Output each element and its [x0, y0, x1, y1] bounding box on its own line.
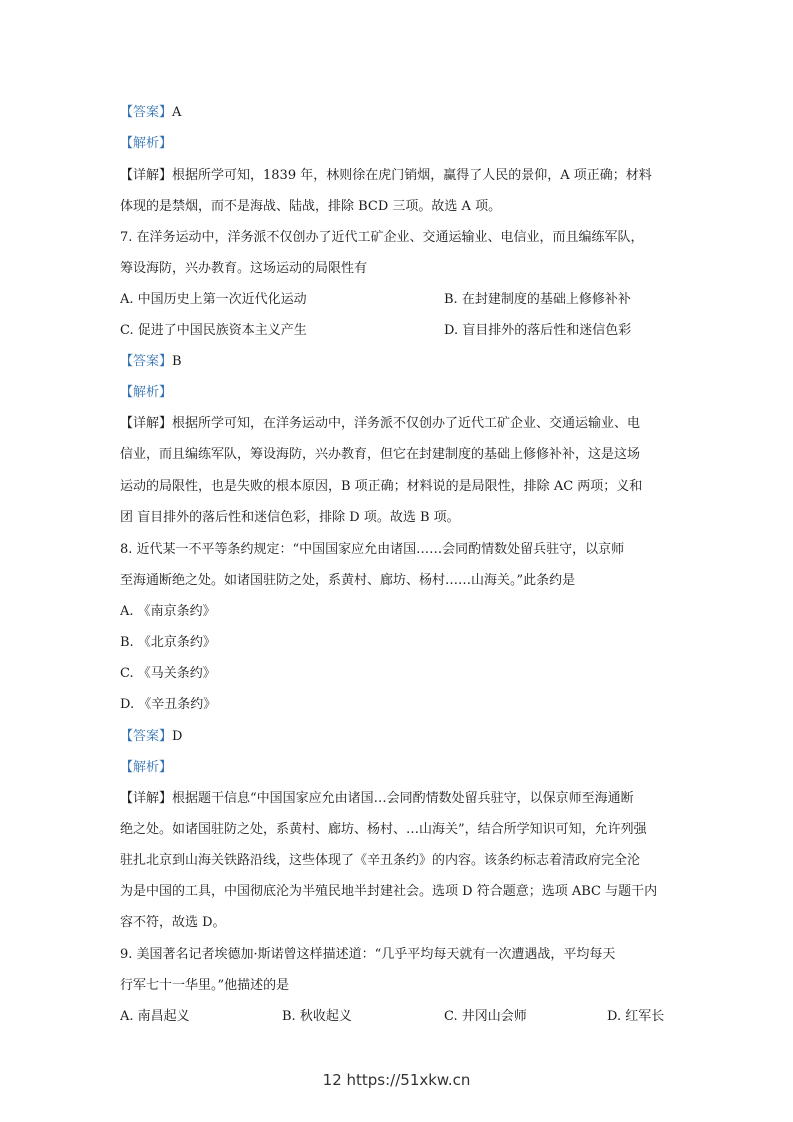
q7-option-c: C. 促进了中国民族资本主义产生	[120, 323, 307, 338]
q7-answer	[120, 352, 680, 372]
q7-option-b: B. 在封建制度的基础上修修补补	[444, 292, 631, 307]
q9-stem-line: 行军七十一华里。”他描述的是	[120, 978, 290, 993]
q9-option-b: B. 秋收起义	[282, 1009, 352, 1024]
q8-detail-line: 绝之处。如诸国驻防之处，系黄村、廊坊、杨村、…山海关”，结合所学知识可知，允许列强	[120, 822, 647, 837]
q7-option-a: A. 中国历史上第一次近代化运动	[120, 292, 307, 307]
q8-detail-line: 驻扎北京到山海关铁路沿线，这些体现了《辛丑条约》的内容。该条约标志着清政府完全沦	[120, 853, 641, 868]
q7-stem-line: 7. 在洋务运动中，洋务派不仅创办了近代工矿企业、交通运输业、电信业，而且编练军队，	[120, 230, 644, 245]
q8-option-d: D. 《辛丑条约》	[120, 697, 217, 712]
q8-option-b: B. 《北京条约》	[120, 635, 216, 650]
q8-detail-line: 【详解】根据题干信息“中国国家应允由诸国…会同酌情数处留兵驻守，以保京师至海通断	[120, 791, 634, 806]
q6-detail-line: 体现的是禁烟，而不是海战、陆战，排除 BCD 三项。故选 A 项。	[120, 199, 502, 214]
answer-tag: 【答案】	[120, 105, 173, 120]
q8-answer	[120, 727, 680, 747]
q6-answer	[120, 103, 680, 123]
q8-analysis-tag: 【解析】	[120, 760, 173, 775]
q7-detail-line: 信业，而且编练军队，筹设海防，兴办教育，但它在封建制度的基础上修修补补，这是这场	[120, 447, 641, 462]
q9-option-a: A. 南昌起义	[120, 1009, 190, 1024]
answer-value: D	[172, 729, 183, 744]
q9-stem-line: 9. 美国著名记者埃德加·斯诺曾这样描述道：“几乎平均每天就有一次遭遇战，平均每天	[120, 947, 616, 962]
q8-stem-line: 至海通断绝之处。如诸国驻防之处，系黄村、廊坊、杨村……山海关。”此条约是	[120, 573, 576, 588]
q9-option-c: C. 井冈山会师	[444, 1009, 527, 1024]
q6-detail-line: 【详解】根据所学可知，1839 年，林则徐在虎门销烟，赢得了人民的景仰，A 项正确；材料	[120, 168, 652, 183]
answer-tag: 【答案】	[120, 354, 173, 369]
q8-stem-line: 8. 近代某一不平等条约规定：“中国国家应允由诸国……会同酌情数处留兵驻守，以京师	[120, 542, 625, 557]
q7-detail-line: 团 盲目排外的落后性和迷信色彩，排除 D 项。故选 B 项。	[120, 510, 460, 525]
q8-option-a: A. 《南京条约》	[120, 604, 216, 619]
answer-value: B	[172, 354, 182, 369]
q7-option-d: D. 盲目排外的落后性和迷信色彩	[444, 323, 632, 338]
q8-detail-line: 为是中国的工具，中国彻底沦为半殖民地半封建社会。选项 D 符合题意；选项 ABC 与题干内	[120, 884, 658, 899]
answer-tag: 【答案】	[120, 729, 173, 744]
q8-option-c: C. 《马关条约》	[120, 666, 216, 681]
answer-value: A	[172, 105, 182, 120]
page-footer: 12 https://51xkw.cn	[322, 1071, 471, 1089]
q7-detail-line: 运动的局限性，也是失败的根本原因，B 项正确；材料说的是局限性，排除 AC 两项；义和	[120, 479, 643, 494]
q7-analysis-tag: 【解析】	[120, 385, 173, 400]
q6-analysis-tag: 【解析】	[120, 136, 173, 151]
q9-option-d: D. 红军长	[607, 1009, 665, 1024]
q7-detail-line: 【详解】根据所学可知，在洋务运动中，洋务派不仅创办了近代工矿企业、交通运输业、电	[120, 416, 641, 431]
q8-detail-line: 容不符，故选 D。	[120, 915, 226, 930]
q7-stem-line: 筹设海防，兴办教育。这场运动的局限性有	[120, 261, 368, 276]
